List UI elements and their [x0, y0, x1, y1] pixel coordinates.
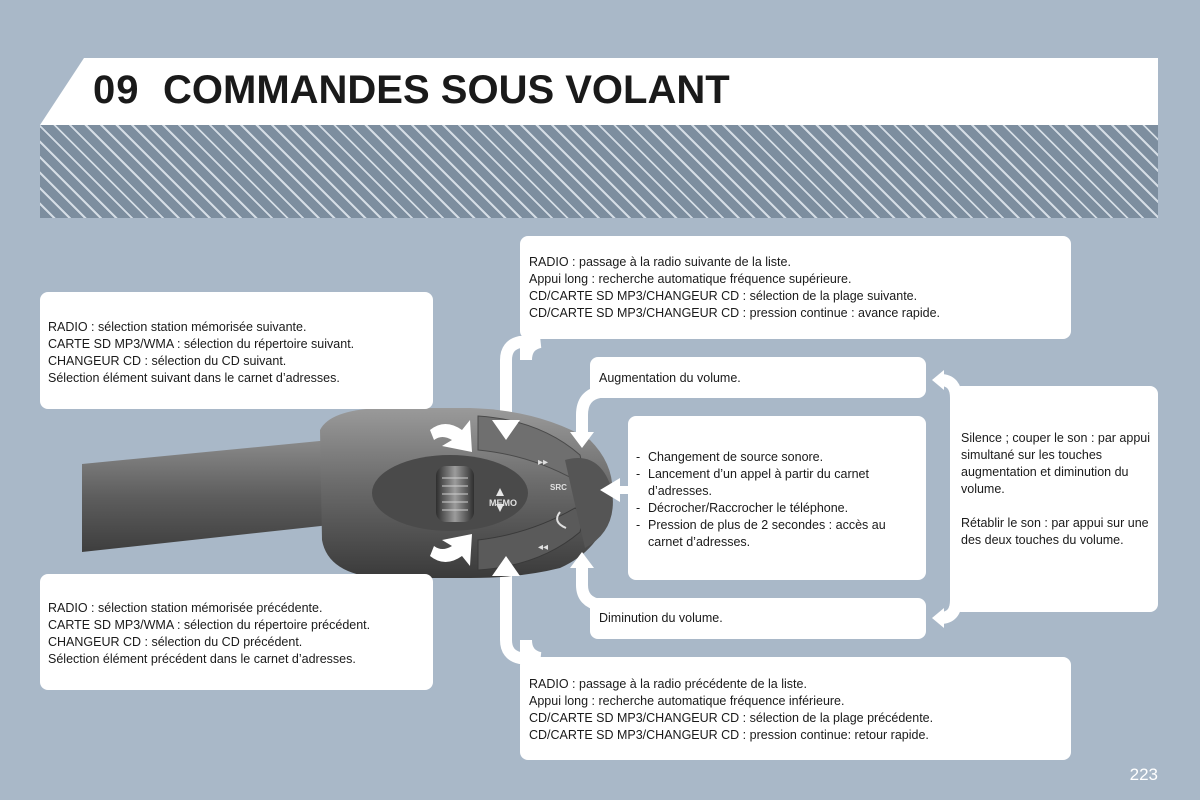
box-line: RADIO : sélection station mémorisée suivante.: [48, 320, 307, 334]
box-line: CD/CARTE SD MP3/CHANGEUR CD : pression continue: retour rapide.: [529, 728, 929, 742]
box-line: RADIO : passage à la radio suivante de la liste.: [529, 255, 791, 269]
stalk-shaft: [82, 440, 330, 552]
page-title: COMMANDES SOUS VOLANT: [163, 68, 730, 112]
box-line: CARTE SD MP3/WMA : sélection du répertoire suivant.: [48, 337, 355, 351]
box-volume-up: [590, 357, 926, 398]
box-line: RADIO : passage à la radio précédente de la liste.: [529, 677, 807, 691]
src-label: SRC: [550, 483, 567, 492]
box-line: Diminution du volume.: [599, 611, 723, 625]
box-line: CHANGEUR CD : sélection du CD précédent.: [48, 635, 303, 649]
box-volume-down: [590, 598, 926, 639]
list-item: - Lancement d’un appel à partir du carnet d’adresses.: [636, 466, 918, 500]
box-line: Appui long : recherche automatique fréquence supérieure.: [529, 272, 852, 286]
box-line: Sélection élément suivant dans le carnet d’adresses.: [48, 371, 340, 385]
list-item: - Décrocher/Raccrocher le téléphone.: [636, 500, 918, 517]
box-prev-preset: [40, 574, 433, 690]
box-prev-radio: [520, 657, 1071, 760]
box-line: CD/CARTE SD MP3/CHANGEUR CD : sélection de la plage suivante.: [529, 289, 918, 303]
box-line: Sélection élément précédent dans le carnet d’adresses.: [48, 652, 356, 666]
page-number: 223: [1129, 765, 1158, 784]
box-line: CD/CARTE SD MP3/CHANGEUR CD : sélection de la plage précédente.: [529, 711, 934, 725]
box-mute: [953, 386, 1158, 612]
box-line: Appui long : recherche automatique fréquence inférieure.: [529, 694, 845, 708]
arrow-volume-up-icon: [932, 370, 944, 390]
box-next-radio: [520, 236, 1071, 339]
box-line: RADIO : sélection station mémorisée précédente.: [48, 601, 323, 615]
box-line: CHANGEUR CD : sélection du CD suivant.: [48, 354, 287, 368]
box-source-phone: [628, 416, 926, 580]
spacer: [961, 498, 1150, 515]
box-line: Silence ; couper le son : par appui simultané sur les touches augmentation et diminution du volume.: [961, 431, 1151, 496]
box-line: Augmentation du volume.: [599, 371, 741, 385]
box-line: CARTE SD MP3/WMA : sélection du répertoire précédent.: [48, 618, 371, 632]
arrow-volume-down-icon: [932, 608, 944, 628]
box-line: CD/CARTE SD MP3/CHANGEUR CD : pression continue : avance rapide.: [529, 306, 941, 320]
box-next-preset: [40, 292, 433, 409]
chapter-number: 09: [93, 68, 140, 112]
prev-track-symbol: ◂◂: [538, 542, 549, 553]
next-track-symbol: ▸▸: [538, 457, 549, 468]
source-list: [636, 449, 918, 551]
box-line: Rétablir le son : par appui sur une des deux touches du volume.: [961, 516, 1149, 547]
list-item: - Changement de source sonore.: [636, 449, 918, 466]
list-item: - Pression de plus de 2 secondes : accès au carnet d’adresses.: [636, 517, 918, 551]
memo-label: MEMO: [489, 498, 517, 508]
